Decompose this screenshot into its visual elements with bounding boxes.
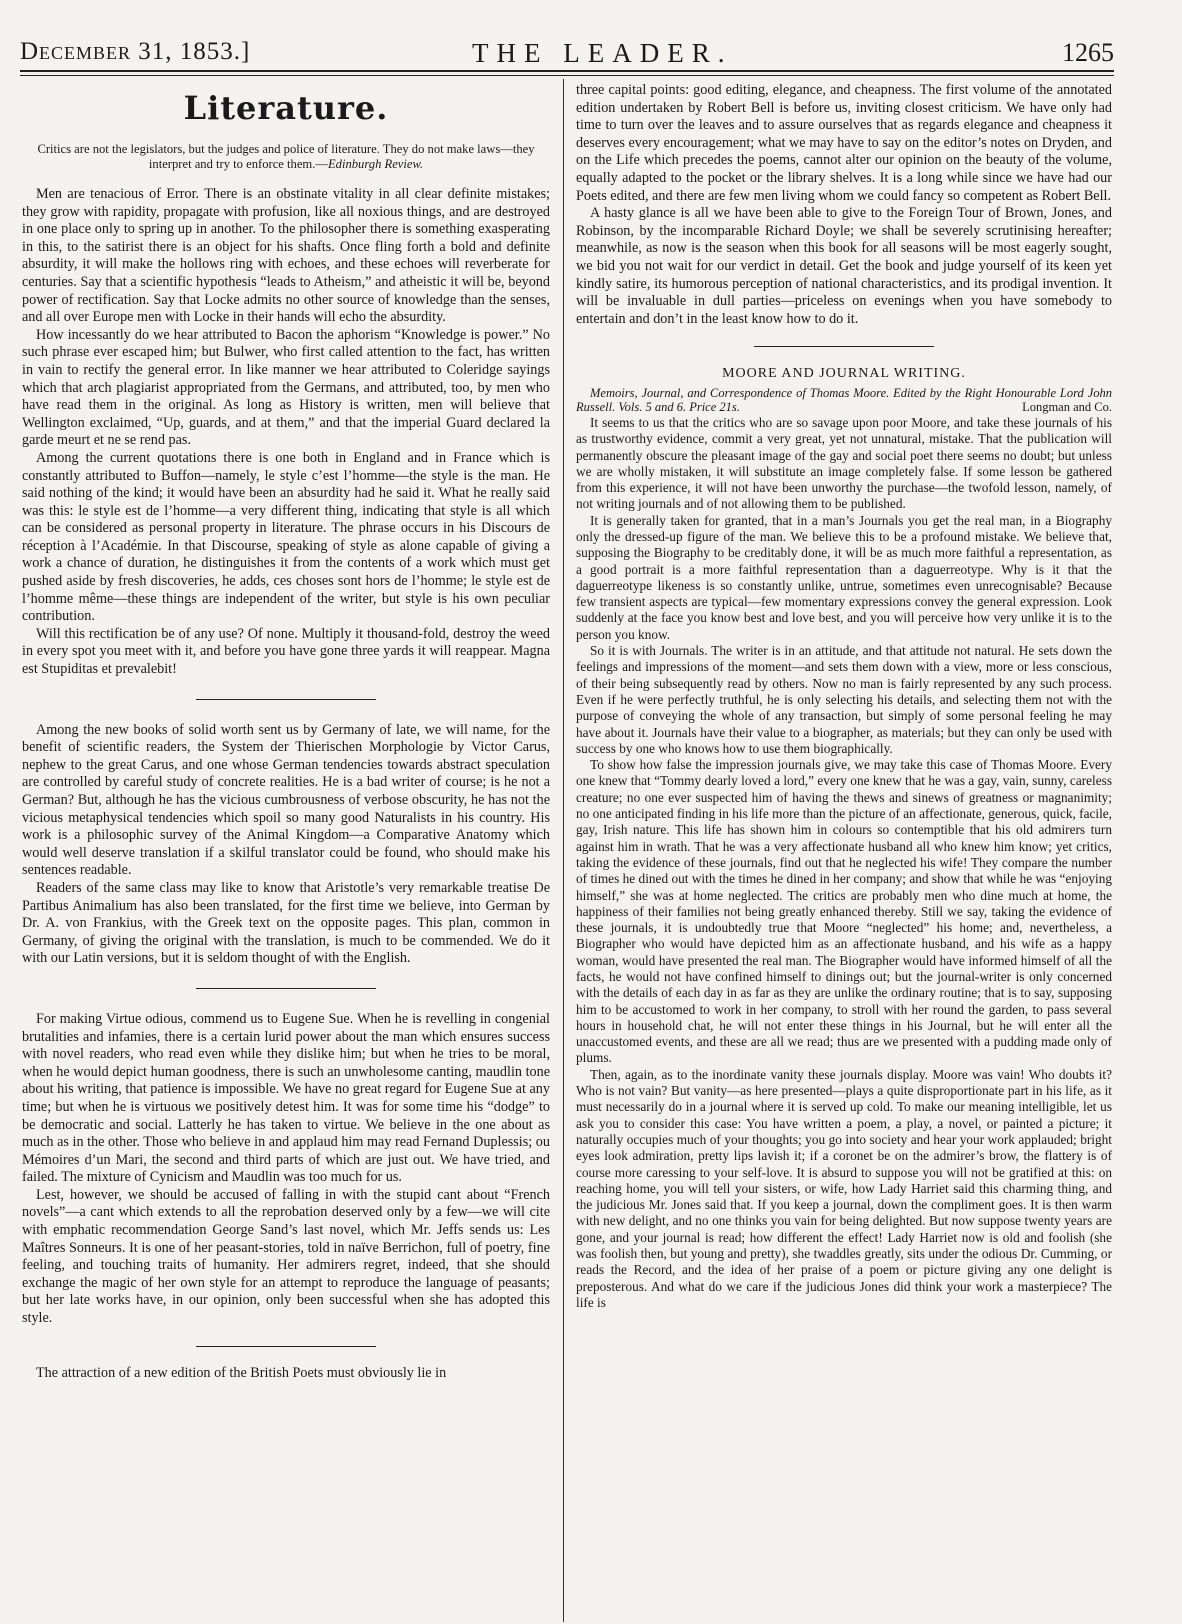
paragraph: three capital points: good editing, elegance, and cheapness. The first volume of the annotated edition undertaken by Robert Bell is before us, inviting closest criticism. We have only had time to turn over the leaves and to assure ourselves that as regards elegance and cheapness it deserves every encouragement; what we may have to say on the editor’s notes on Dryden, and on the Life which precedes the poems, cannot alter our opinion on the beauty of the volume, equally adapted to the pocket or the library shelves. It is a long while since we have had our Poets edited, and there are few men living whom we could fancy so competent as Robert Bell.: [576, 82, 1112, 204]
section-separator: [196, 1346, 376, 1347]
motto-text: Critics are not the legislators, but the judges and police of literature. They do not make laws—they interpret and try to enforce them.—: [37, 142, 535, 171]
right-column: [576, 82, 1112, 1311]
paragraph: How incessantly do we hear attributed to Bacon the aphorism “Knowledge is power.” No such phrase ever escaped him; but Bulwer, who first called attention to the fact, has written in vain to rectify the general error. In like manner we hear attributed to Coleridge sayings which that arch plagiarist appropriated from the Germans, and attributed, too, by men who have read them in the original. As long as History is written, men will believe that Wellington exclaimed, “Up, guards, and at them,” and that the imperial Guard declared la garde meurt et ne se rend pas.: [22, 326, 550, 449]
article-title: MOORE AND JOURNAL WRITING.: [722, 366, 966, 382]
paragraph: For making Virtue odious, commend us to Eugene Sue. When he is revelling in congenial brutalities and infamies, there is a certain lurid power about the man which ensures success with novel readers, who read even while they dislike him; but when he tries to be moral, when he would depict human goodness, there is such an unwholesome canting, maudlin tone about his writing, that patience is impossible. We have no great regard for Eugene Sue at any time; but when he is virtuous we positively detest him. It was for some time his “dodge” to be democratic and social. Latterly he has taken to virtue. We believe in the one about as much as in the other. Those who believe in and applaud him may read Fernand Duplessis; ou Mémoires d’un Mari, the second and third parts of which are just out. We have tried, and failed. The mixture of Cynicism and Maudlin was too much for us.: [22, 1010, 550, 1186]
paragraph: Lest, however, we should be accused of falling in with the stupid cant about “French novels”—a cant which extends to all the reprobation deserved only by a few—we will cite with emphatic recommendation George Sand’s last novel, which Mr. Jeffs sends us: Les Maîtres Sonneurs. It is one of her peasant-stories, told in naïve Berrichon, full of poetry, fine feeling, and touching traits of humanity. Her admirers regret, indeed, that she should exchange the magic of her own style for an attempt to reproduce the language of peasants; but her late works have, in our opinion, only been successful when she has adopted this style.: [22, 1186, 550, 1327]
publisher: Longman and Co.: [1022, 400, 1112, 415]
header-rule-thin: [20, 75, 1114, 76]
section-motto: [28, 142, 544, 172]
paragraph: Men are tenacious of Error. There is an obstinate vitality in all clear definite mistakes; they grow with rapidity, propagate with profusion, like all noxious things, and are destroyed in one place only to spring up in another. To the philosopher there is something exasperating in this, to the satirist there is an object for his shafts. Once fling forth a bold and definite absurdity, it will make the hollows ring with echoes, and these echoes will reverberate for centuries. Say that a scientific hypothesis “leads to Atheism,” and atheistic it will be, beyond power of rectification. Say that Locke admits no other source of knowledge than the senses, and all over Europe men with Locke in their hands will echo the absurdity.: [22, 186, 550, 326]
paragraph: Among the new books of solid worth sent us by Germany of late, we will name, for the benefit of scientific readers, the System der Thierischen Morphologie by Victor Carus, nephew to the great Carus, and one whose German tendencies towards abstract speculation are controlled by careful study of concrete realities. He is a bad writer of course; is he not a German? But, although he has the vicious cumbrousness of verbose obscurity, he has not the vicious metaphysical tendencies which spoil so many good Naturalists in his country. His work is a philosophic survey of the Animal Kingdom—a Comparative Anatomy which would well deserve translation if a skilful translator could be found, who should make his sentences readable.: [22, 721, 550, 879]
paragraph: To show how false the impression journals give, we may take this case of Thomas Moore. Every one knew that “Tommy dearly loved a lord,” every one knew that he was a gay, vain, sunny, careless creature; no one ever suspected him of having the thews and sinews of greatness or magnanimity; no one anticipated finding in his life more than the picture of an affectionate, generous, quick, facile, gay, Irish nature. This life has shown him in colours so contemptible that his old admirers turn against him in wrath. That he was a very affectionate husband all who knew him know; yet critics, taking the evidence of these journals, find out that he neglected his wife! They compare the number of times he dined out with the times he dined in her company; and show that while he was “enjoying himself,” she was at home neglected. The critics are probably men who dine much at home, the happiness of their families not being greatly enhanced thereby. Still we say, taking the evidence of these journals, it is undoubtedly true that Moore “neglected” his home; and, nevertheless, a Biographer who would have depicted him as an affectionate husband, and his wife as a happy woman, would have presented the real man. The Biographer would have informed himself of all the facts, he would not have confined himself to dinings out; but the journal-writer is only concerned with the details of each day in as far as they are unlike the ordinary routine; that is to say, supposing him to be accustomed to work in her company, to stroll with her round the garden, to pass several hours in household chat, he will not enter these things in his Journal, but he will enter all the unaccustomed events, and these are all we read; thus are we presented with a pudding made only of plums.: [576, 757, 1112, 1066]
paragraph: It is generally taken for granted, that in a man’s Journals you get the real man, in a Biography only the dressed-up figure of the man. We believe this to be a profound mistake. We believe that, supposing the Biography to be creditably done, it will be as much more faithful a representation, as a good portrait is a more faithful representation than a daguerreotype. Why is it that the daguerreotype likeness is so constantly unlike, untrue, sometimes even unrecognisable? Because few transient aspects are typical—few momentary expressions convey the general expression. Look suddenly at the face you know best and love best, and you will perceive how very unlike it is to the person you know.: [576, 512, 1112, 642]
article-body: [576, 415, 1112, 1311]
paragraph: A hasty glance is all we have been able to give to the Foreign Tour of Brown, Jones, and Robinson, by the incomparable Richard Doyle; we shall be severely scrutinising hereafter; meanwhile, as now is the season when this book for all seasons will be most eagerly sought, we bid you not wait for our verdict in detail. Get the book and judge yourself of its keen yet kindly satire, its humorous perception of national characteristics, and its prodigal invention. It will be invaluable in dull parties—priceless on evenings when you have somebody to entertain and don’t in the least know how to do it.: [576, 205, 1112, 327]
motto-source: Edinburgh Review.: [327, 157, 424, 171]
newspaper-title: THE LEADER.: [472, 38, 733, 68]
left-column: [22, 82, 550, 1382]
paragraph: Among the current quotations there is one both in England and in France which is constantly attributed to Buffon—namely, le style c’est l’homme—the style is the man. He said nothing of the kind; it would have been an absurdity had he said it. What he really said was this: le style est de l’homme—a very different thing, indicating that style is all which can be considered as personal property in literature. The phrase occurs in his Discours de réception à l’Académie. In that Discourse, speaking of style as alone capable of giving a work a chance of duration, he distinguishes it from the contents of a work which must get pushed aside by fresh discoveries, he adds, ces choses sont hors de l’homme; le style est de l’homme même—these things are independent of the writer, but style is his own peculiar contribution.: [22, 449, 550, 625]
column-divider: [563, 79, 564, 1622]
section-title: Literature.: [183, 89, 389, 127]
paragraph: So it is with Journals. The writer is in an attitude, and that attitude not natural. He sets down the feelings and impressions of the moment—and sets them down with a view, more or less conscious, of their being subsequently read by others. Now no man is fairly represented by any such process. Even if he were perfectly truthful, he is only selecting his details, and selecting them not with the purpose of conveying the whole of any transaction, but simply of some personal feeling he may have about it. Journals have their value to a biographer, as materials; but they can only be used with success by one who knows how to use them biographically.: [576, 643, 1112, 756]
paragraph: The attraction of a new edition of the British Poets must obviously lie in: [36, 1364, 447, 1381]
paragraph: It seems to us that the critics who are so savage upon poor Moore, and take these journals of his as trustworthy evidence, commit a very great, yet not unnatural, mistake. That the publication will permanently obscure the pleasant image of the gay and social poet there seems no doubt; but unless we are wholly mistaken, it will substitute an image completely false. If some lesson be gathered from this experience, it will not have been unworthy the purchase—the twofold lesson, namely, of not writing journals and of not allowing them to be published.: [576, 414, 1112, 512]
page-number: 1265: [1062, 38, 1114, 67]
issue-date: December 31, 1853.]: [20, 38, 251, 65]
header-rule: [20, 70, 1114, 72]
article-book-reference: [576, 386, 1112, 415]
paragraph: Will this rectification be of any use? Of none. Multiply it thousand-fold, destroy the weed in every spot you meet with it, and before you have gone three yards it will reappear. Magna est Stupiditas et prevalebit!: [22, 625, 550, 678]
section-separator: [196, 988, 376, 989]
section-separator: [754, 346, 934, 347]
section-separator: [196, 699, 376, 700]
book-details: Memoirs, Journal, and Correspondence of Thomas Moore. Edited by the Right Honourable Lord John Russell. Vols. 5 and 6. Price 21s.: [576, 385, 1112, 415]
paragraph: Then, again, as to the inordinate vanity these journals display. Moore was vain! Who doubts it? Who is not vain? But vanity—as here presented—plays a quite disproportionate part in his life, as it must necessarily do in a journal where it is served up cold. To make our meaning intelligible, let us ask you to consider this case: You have written a poem, a play, a novel, or painted a picture; it naturally occupies much of your thoughts; you go into society and hear your work applauded; bright eyes look admiration, pretty lips lavish it; if a coronet be on the admirer’s brow, the flattery is of course more caressing to your self-love. It is absurd to suppose you will not be gratified at this: on reaching home, you will tell your sisters, or wife, how Lady Harriet said this charming thing, and the judicious Mr. Jones said that. If you keep a journal, down the compliment goes. It is then warm with new delight, and no one thinks you vain for being delighted. But now suppose twenty years are gone, and your journal is read; how different the effect! Lady Harriet now is old and foolish (she was foolish then, but young and pretty), she twaddles greatly, sits under the odious Dr. Cumming, or reads the Record, and the idea of her praise of a poem or picture giving any one delight is preposterous. And what do we care if the judicious Jones did think your work a masterpiece? The life is: [576, 1066, 1112, 1310]
masthead: [20, 38, 1114, 68]
paragraph: Readers of the same class may like to know that Aristotle’s very remarkable treatise De Partibus Animalium has also been translated, for the first time we believe, into German by Dr. A. von Frankius, with the Greek text on the opposite pages. This plan, common in Germany, of giving the original with the translation, is much to be commended. We do it with our Latin versions, but it is seldom thought of with the English.: [22, 879, 550, 967]
